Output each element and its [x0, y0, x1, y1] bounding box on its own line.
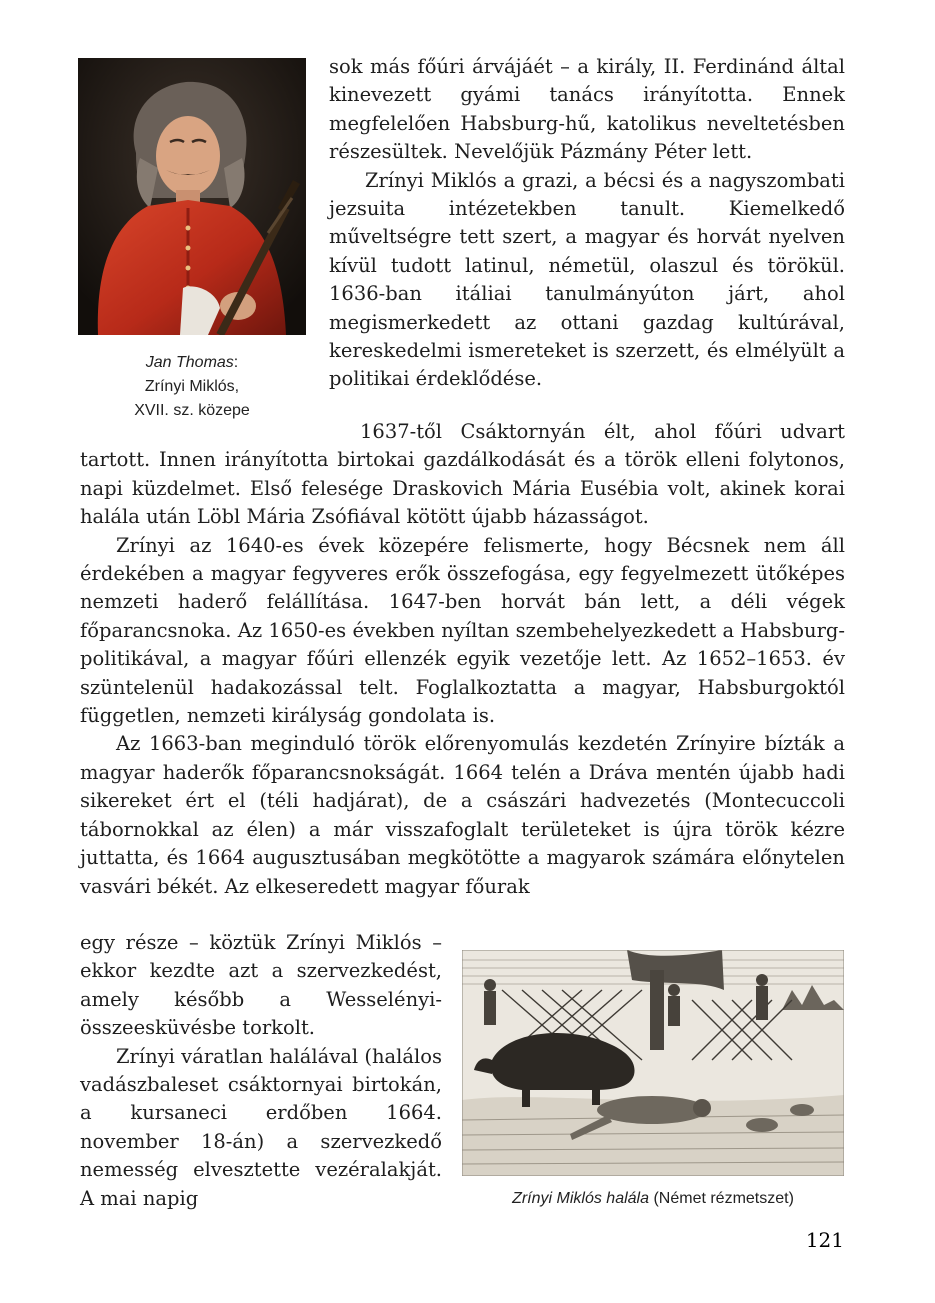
- portrait-caption-title: Zrínyi Miklós,: [144, 378, 240, 395]
- portrait-caption: [78, 351, 306, 423]
- paragraph-education: Zrínyi Miklós a grazi, a bécsi és a nagyszombati jezsuita intézetekben tanult. Kiemelkedő műveltségre tett szert, a magyar és horvát nyelven kívül tudott latinul, németül, olaszul és törökül. 1636-ban itáliai tanulmányúton járt, ahol megismerkedett az ottani gazdag kultúrával, kereskedelmi ismereteket is szerzett, és elmélyült a politikai érdeklődése.: [329, 168, 845, 391]
- engraving-caption-note: (Német rézmetszet): [653, 1190, 794, 1207]
- paragraph-1663: Az 1663-ban meginduló török előrenyomulás kezdetén Zrínyire bízták a magyar haderők főparancsnokságát. 1664 telén a Dráva mentén újabb hadi sikereket ért el (téli hadjárat), de a császári hadvezetés (Montecuccoli tábornokkal az élen) a már visszafoglalt területeket is újra török kézre juttatta, és 1664 augusztusában megkötötte a magyarok számára előnytelen vasvári békét. Az elkeseredett magyar főurak: [80, 732, 845, 898]
- portrait-caption-author: Jan Thomas: [145, 354, 234, 371]
- paragraph-csaktornya: 1637-től Csáktornyán élt, ahol főúri udvart tartott. Innen irányította birtokai gazdálkodását és a török elleni folytonos, napi küzdelmet. Első felesége Draskovich Mária Eusébia volt, akinek korai halála után Löbl Mária Zsófiával kötött újabb házasságot.: [80, 420, 845, 529]
- portrait-caption-date: XVII. sz. közepe: [134, 402, 250, 419]
- zrinyi-portrait-illustration: [78, 58, 306, 335]
- portrait-image: [78, 58, 306, 335]
- paragraph-death: Zrínyi váratlan halálával (halálos vadászbaleset csáktornyai birtokán, a kursaneci erdőben 1664. november 18-án) a szervezkedő nemesség elvesztette vezéralakját. A mai napig: [80, 1044, 442, 1210]
- text-column-top: [329, 53, 845, 394]
- engraving-image: [462, 950, 844, 1176]
- paragraph-conspiracy: egy része – köztük Zrínyi Miklós – ekkor kezdte azt a szervezkedést, amely később a Wesselényi-összeesküvésbe torkolt.: [80, 931, 442, 1040]
- paragraph-1640s: Zrínyi az 1640-es évek közepére felismerte, hogy Bécsnek nem áll érdekében a magyar fegyveres erők összefogása, egy fegyelmezett ütőképes nemzeti haderő felállítása. 1647-ben horvát bán lett, a déli végek főparancsnoka. Az 1650-es években nyíltan szembehelyezkedett a Habsburg-politikával, a magyar főúri ellenzék egyik vezetője lett. Az 1652–1653. év szüntelenül hadakozással telt. Foglalkoztatta a magyar, Habsburgoktól független, nemzeti királyság gondolata is.: [80, 533, 845, 728]
- portrait-caption-colon: :: [233, 354, 239, 371]
- engraving-caption: [462, 1190, 844, 1208]
- text-block-full-width: [80, 418, 845, 901]
- boar-hunt-engraving-illustration: [462, 950, 844, 1176]
- page-number: 121: [805, 1228, 844, 1252]
- paragraph-continuation: sok más főúri árvájáét – a király, II. Ferdinánd által kinevezett gyámi tanács irányította. Ennek megfelelően Habsburg-hű, katolikus neveltetésben részesültek. Nevelőjük Pázmány Péter lett.: [329, 55, 845, 164]
- text-column-bottom: [80, 929, 442, 1213]
- engraving-caption-title: Zrínyi Miklós halála: [512, 1190, 649, 1207]
